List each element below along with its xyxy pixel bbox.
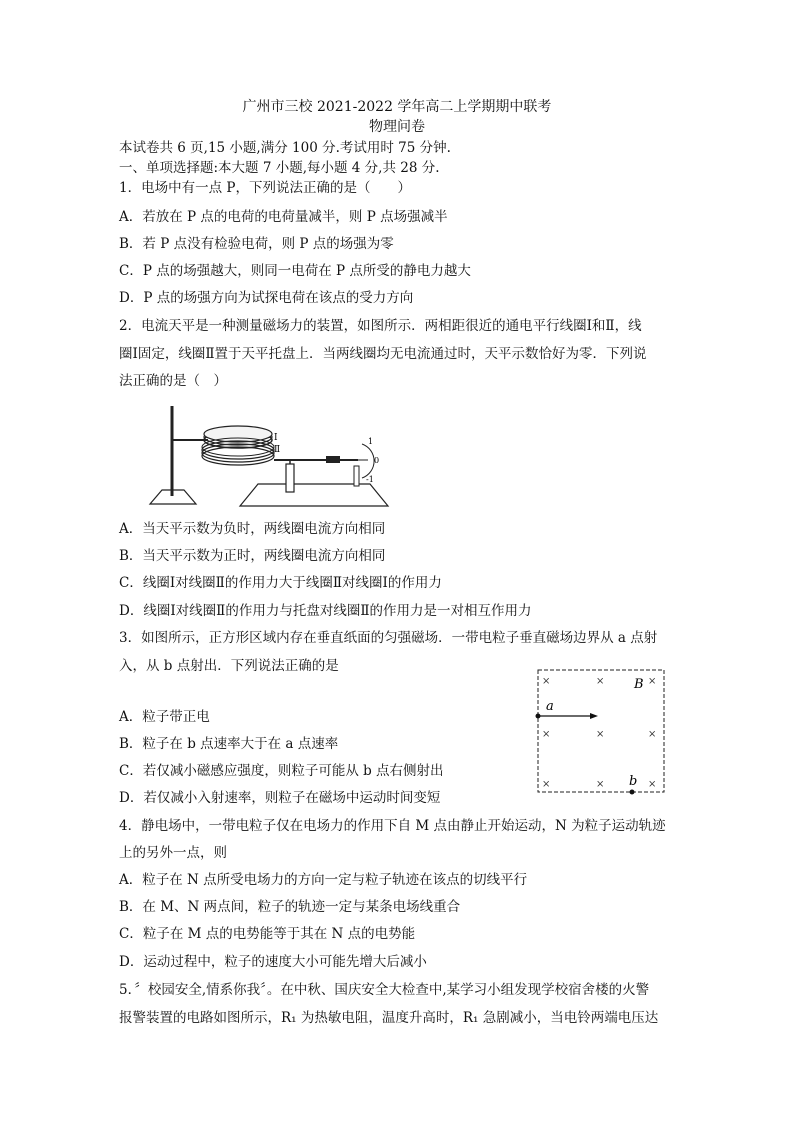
current-balance-figure xyxy=(140,402,400,510)
question-3-option-c: C．若仅减小磁感应强度，则粒子可能从 b 点右侧射出 xyxy=(119,763,444,779)
question-4-option-b: B．在 M、N 两点间，粒子的轨迹一定与某条电场线重合 xyxy=(119,899,461,915)
coil-1-label: Ⅰ xyxy=(274,433,278,443)
question-2-stem-line-1: 2．电流天平是一种测量磁场力的装置，如图所示．两相距很近的通电平行线圈Ⅰ和Ⅱ，线 xyxy=(119,318,642,334)
exam-intro: 本试卷共 6 页,15 小题,满分 100 分.考试用时 75 分钟. xyxy=(119,140,451,156)
svg-text:×: × xyxy=(596,729,605,740)
question-2-option-b: B．当天平示数为正时，两线圈电流方向相同 xyxy=(119,548,386,564)
coil-2-label: Ⅱ xyxy=(274,445,281,455)
svg-text:×: × xyxy=(542,729,551,740)
question-2-stem-line-3: 法正确的是（ ） xyxy=(119,373,227,389)
svg-text:×: × xyxy=(542,779,551,790)
question-4-option-a: A．粒子在 N 点所受电场力的方向一定与粒子轨迹在该点的切线平行 xyxy=(119,872,528,888)
svg-text:×: × xyxy=(648,729,657,740)
question-1-option-c: C．P 点的场强越大，则同一电荷在 P 点所受的静电力越大 xyxy=(119,263,471,279)
question-3-stem-line-1: 3．如图所示，正方形区域内存在垂直纸面的匀强磁场．一带电粒子垂直磁场边界从 a 点射 xyxy=(119,630,658,646)
section-heading: 一、单项选择题:本大题 7 小题,每小题 4 分,共 28 分. xyxy=(119,160,440,176)
svg-text:×: × xyxy=(648,779,657,790)
question-2-option-c: C．线圈Ⅰ对线圈Ⅱ的作用力大于线圈Ⅱ对线圈Ⅰ的作用力 xyxy=(119,575,442,591)
svg-text:×: × xyxy=(596,779,605,790)
question-4-stem-line-1: 4．静电场中，一带电粒子仅在电场力的作用下自 M 点由静止开始运动，N 为粒子运动轨迹 xyxy=(119,818,666,834)
question-3-stem-line-2: 入，从 b 点射出．下列说法正确的是 xyxy=(119,658,339,674)
question-2-stem-line-2: 圈Ⅰ固定，线圈Ⅱ置于天平托盘上．当两线圈均无电流通过时，天平示数恰好为零．下列说 xyxy=(119,346,647,362)
field-label: B xyxy=(634,677,644,692)
question-1-option-b: B．若 P 点没有检验电荷，则 P 点的场强为零 xyxy=(119,236,394,252)
exit-point-b xyxy=(630,790,635,795)
exam-title: 广州市三校 2021-2022 学年高二上学期期中联考 xyxy=(242,99,552,115)
balance-weight xyxy=(326,456,340,463)
scale-label-bot: -1 xyxy=(366,475,374,484)
question-2-option-a: A．当天平示数为负时，两线圈电流方向相同 xyxy=(119,521,386,537)
svg-text:×: × xyxy=(596,676,605,687)
exam-subtitle: 物理问卷 xyxy=(369,119,425,135)
question-4-option-c: C．粒子在 M 点的电势能等于其在 N 点的电势能 xyxy=(119,926,416,942)
question-5-stem-line-1: 5．〞校园安全,情系你我〞。在中秋、国庆安全大检查中,某学习小组发现学校宿舍楼的火警 xyxy=(119,982,650,998)
balance-base xyxy=(240,484,388,506)
question-1-stem: 1．电场中有一点 P，下列说法正确的是（ ） xyxy=(119,180,411,196)
question-2-option-d: D．线圈Ⅰ对线圈Ⅱ的作用力与托盘对线圈Ⅱ的作用力是一对相互作用力 xyxy=(119,603,532,619)
question-3-option-b: B．粒子在 b 点速率大于在 a 点速率 xyxy=(119,736,339,752)
question-1-option-a: A．若放在 P 点的电荷的电荷量减半，则 P 点场强减半 xyxy=(119,209,448,225)
exit-label: b xyxy=(629,774,638,789)
question-4-stem-line-2: 上的另外一点，则 xyxy=(119,845,227,861)
scale-label-mid: 0 xyxy=(374,456,380,465)
question-5-stem-line-2: 报警装置的电路如图所示，R₁ 为热敏电阻，温度升高时，R₁ 急剧减小，当电铃两端电压达 xyxy=(119,1010,659,1026)
scale-label-top: 1 xyxy=(368,437,374,446)
entry-label: a xyxy=(546,699,554,714)
question-3-option-a: A．粒子带正电 xyxy=(119,709,210,725)
field-crosses xyxy=(542,676,656,790)
svg-text:×: × xyxy=(542,676,551,687)
balance-pivot xyxy=(286,464,294,492)
balance-scale xyxy=(362,444,374,478)
magnetic-field-figure xyxy=(532,664,672,800)
question-4-option-d: D．运动过程中，粒子的速度大小可能先增大后减小 xyxy=(119,954,427,970)
svg-text:×: × xyxy=(648,676,657,687)
question-1-option-d: D．P 点的场强方向为试探电荷在该点的受力方向 xyxy=(119,290,414,306)
question-3-option-d: D．若仅减小入射速率，则粒子在磁场中运动时间变短 xyxy=(119,790,441,806)
